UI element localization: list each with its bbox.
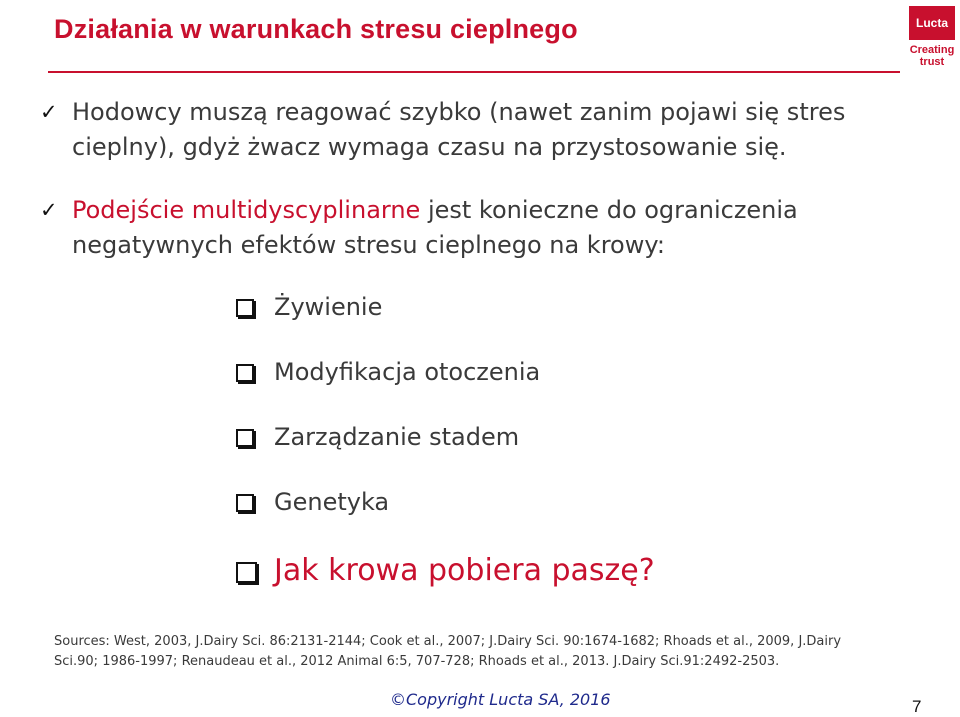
- logo-tagline-line1: Creating: [909, 44, 955, 56]
- bullet-2-rest: jest konieczne do ograniczenia: [420, 196, 798, 224]
- checkbox-icon: [236, 429, 254, 447]
- check-icon: ✓: [40, 100, 58, 124]
- checkbox-icon: [236, 494, 254, 512]
- sources-note: [54, 632, 934, 672]
- sub-item-zarzadzanie: [236, 422, 519, 452]
- sub-item-zywienie: [236, 292, 382, 322]
- bullet-1-line1: Hodowcy muszą reagować szybko (nawet zanim pojawi się stres: [72, 98, 846, 126]
- sub-item-modyfikacja: [236, 357, 540, 387]
- bullet-2-line2: negatywnych efektów stresu cieplnego na krowy:: [72, 231, 665, 259]
- sources-line1: Sources: West, 2003, J.Dairy Sci. 86:2131-2144; Cook et al., 2007; J.Dairy Sci. 90:1674-1682; Rhoads et al., 2009, J.Dairy: [54, 634, 842, 649]
- bullet-item-2: [40, 193, 940, 263]
- sub-item-question: [236, 553, 655, 588]
- sources-line2: Sci.90; 1986-1997; Renaudeau et al., 2012 Animal 6:5, 707-728; Rhoads et al., 2013. J.Dairy Sci.91:2492-2503.: [54, 654, 780, 669]
- check-icon: ✓: [40, 198, 58, 222]
- sub-item-genetyka: [236, 487, 389, 517]
- checkbox-icon: [236, 364, 254, 382]
- sub-item-label: Genetyka: [274, 488, 390, 516]
- checkbox-icon: [236, 299, 254, 317]
- sub-item-label: Modyfikacja otoczenia: [274, 358, 541, 386]
- page-title: Działania w warunkach stresu cieplnego: [54, 14, 578, 44]
- bullet-1-line2: cieplny), gdyż żwacz wymaga czasu na przystosowanie się.: [72, 133, 787, 161]
- bullet-item-1: [40, 95, 940, 165]
- page-number: 7: [912, 697, 922, 716]
- bullet-2-highlight: Podejście multidyscyplinarne: [72, 196, 421, 224]
- sub-item-label: Żywienie: [274, 293, 383, 321]
- lucta-logo: [904, 0, 960, 78]
- title-divider: [48, 71, 900, 73]
- checkbox-icon: [236, 562, 257, 583]
- logo-tagline: [904, 44, 960, 68]
- logo-tagline-line2: trust: [919, 56, 945, 68]
- sub-item-label: Jak krowa pobiera paszę?: [274, 553, 655, 588]
- copyright-text: ©Copyright Lucta SA, 2016: [390, 690, 611, 709]
- sub-item-label: Zarządzanie stadem: [274, 423, 520, 451]
- logo-name: Lucta: [909, 6, 955, 40]
